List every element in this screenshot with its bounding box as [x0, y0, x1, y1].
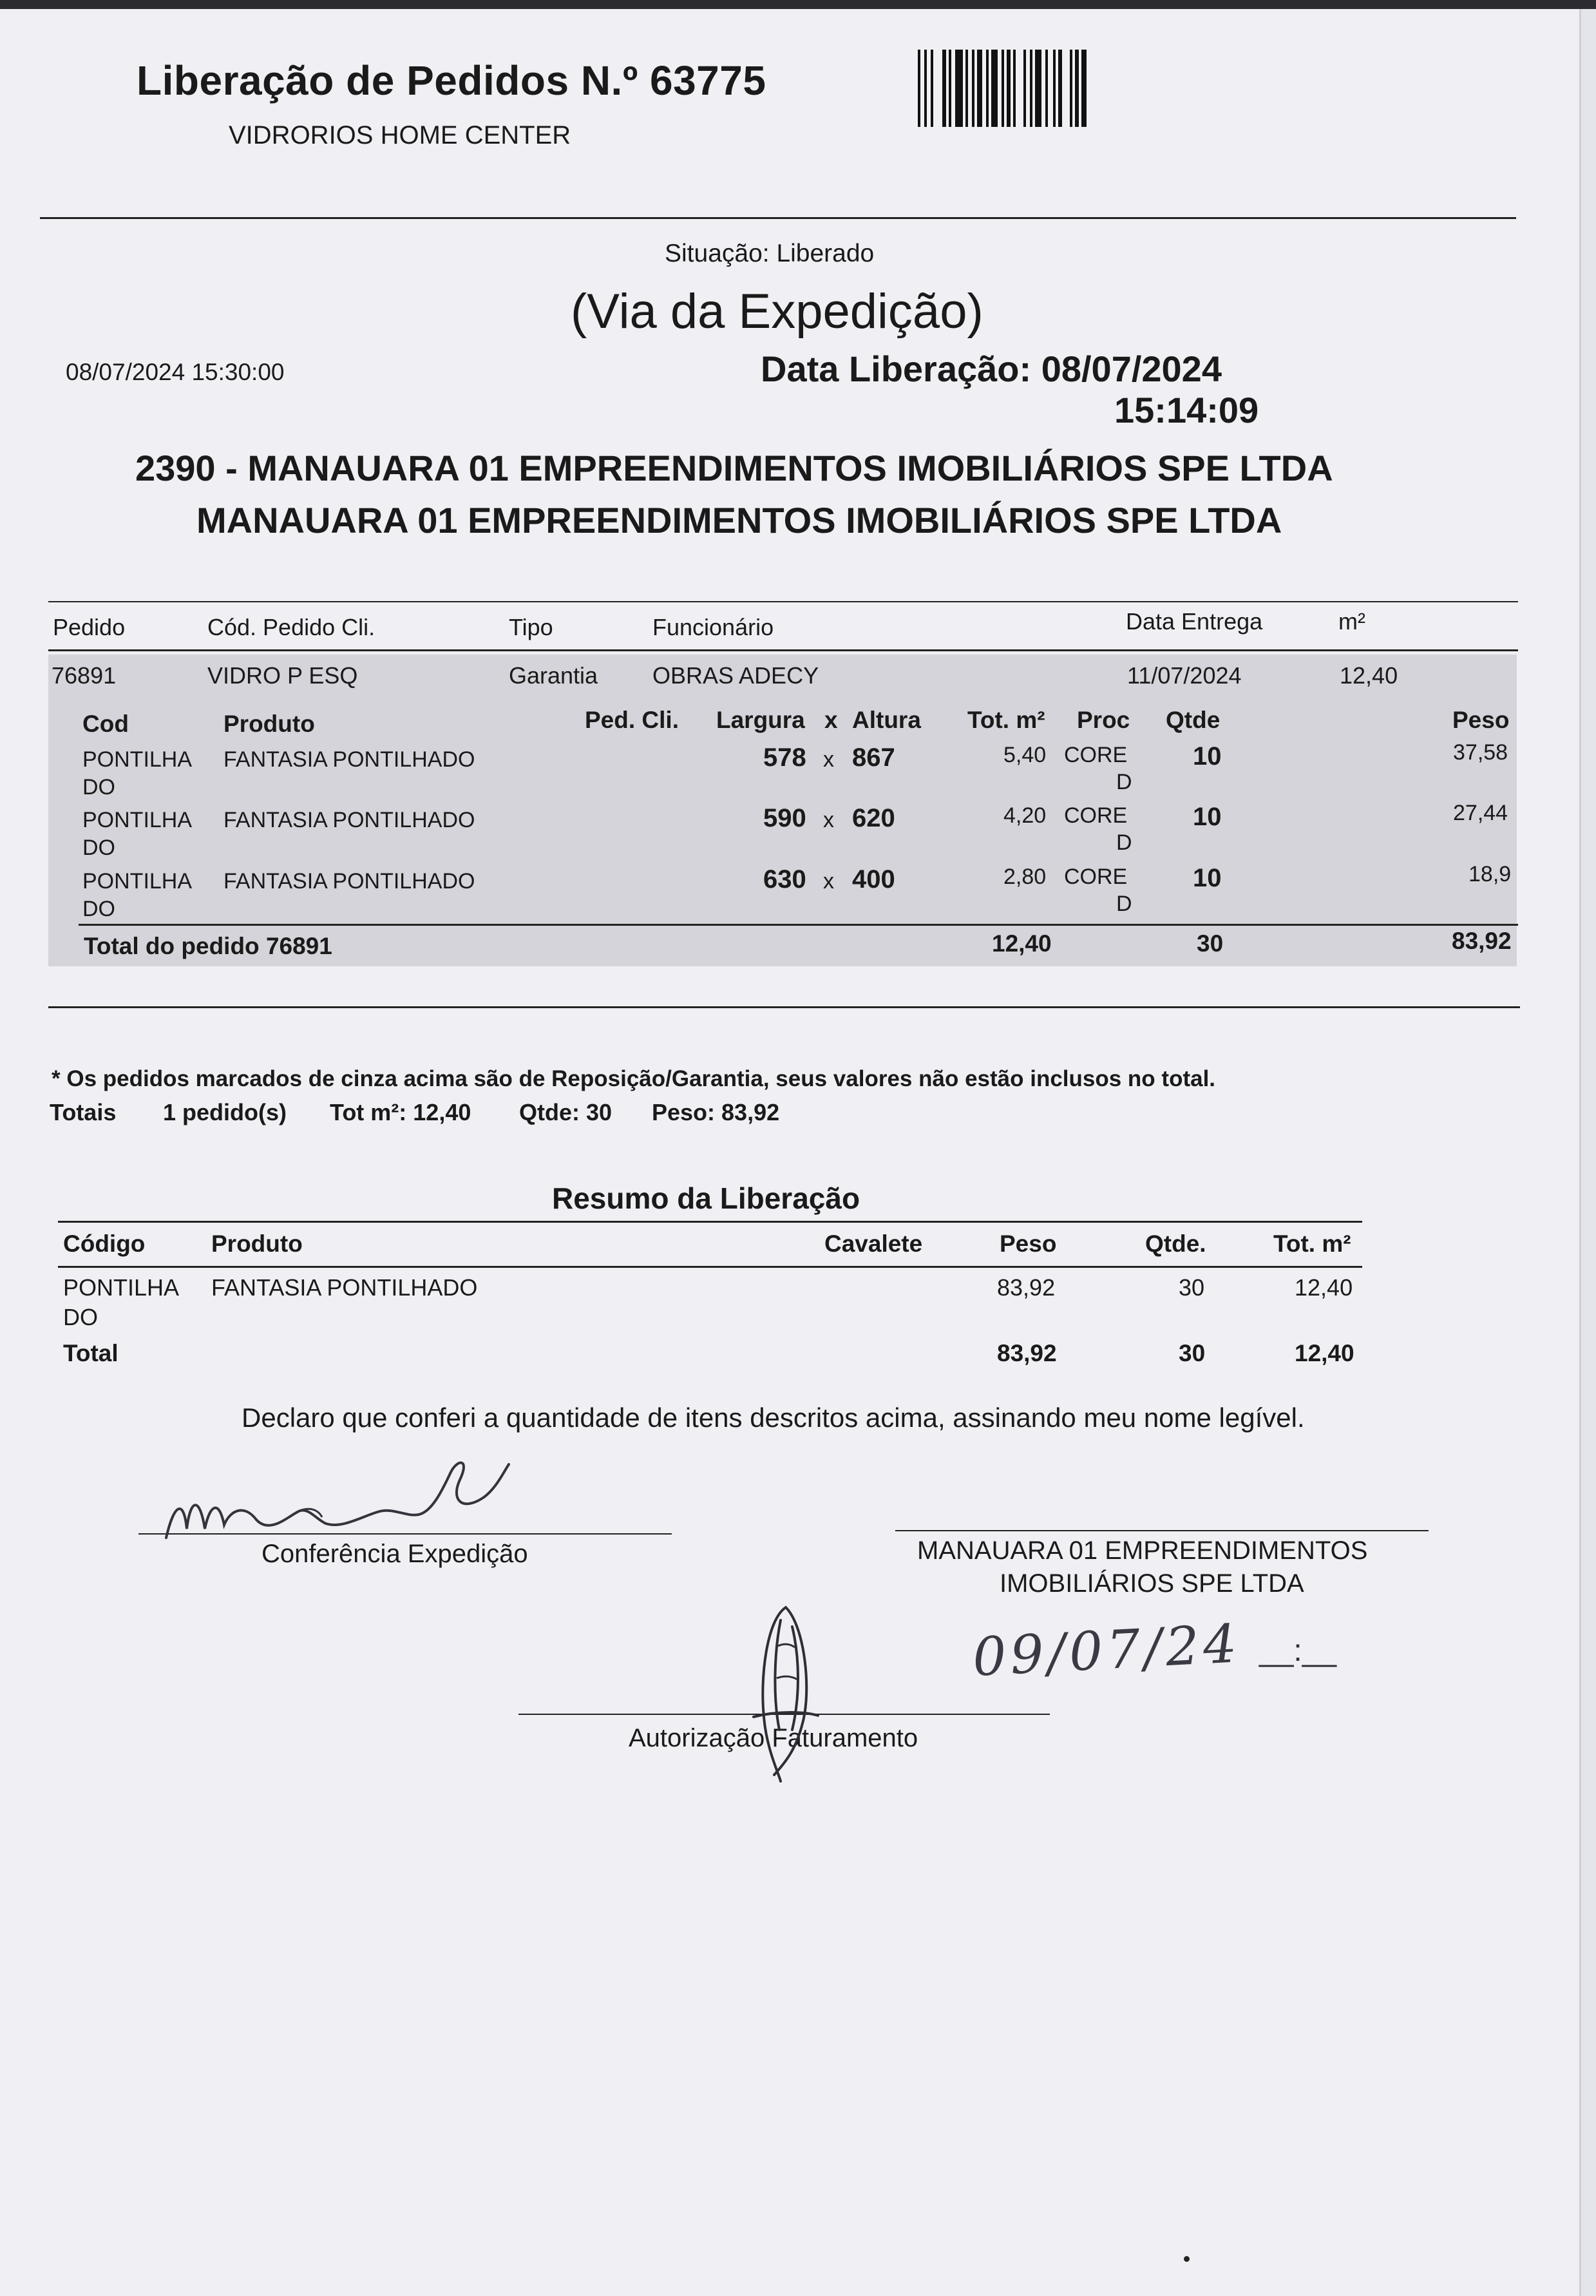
- resumo-header-cavalete: Cavalete: [824, 1230, 923, 1257]
- stray-mark: [1184, 2256, 1190, 2262]
- printed-timestamp: 08/07/2024 15:30:00: [66, 359, 285, 385]
- item-proc: CORE: [1064, 865, 1128, 889]
- signature-label-conferencia: Conferência Expedição: [261, 1540, 528, 1568]
- company-name: VIDRORIOS HOME CENTER: [229, 121, 571, 149]
- item-largura: 630: [763, 865, 806, 894]
- order-pedido: 76891: [52, 662, 117, 689]
- resumo-header-rule: [58, 1266, 1362, 1268]
- signature-label-client: MANAUARA 01 EMPREENDIMENTOS: [917, 1536, 1368, 1565]
- signature-line-client: [895, 1530, 1429, 1531]
- order-total-peso: 83,92: [1452, 928, 1512, 954]
- item-x: x: [823, 869, 834, 894]
- item-cod: PONTILHA: [82, 747, 193, 772]
- gray-note: * Os pedidos marcados de cinza acima são de Reposição/Garantia, seus valores não estão inclusos no total.: [52, 1066, 1216, 1091]
- scan-top-edge: [0, 0, 1596, 9]
- item-header-proc: Proc: [1077, 707, 1130, 733]
- resumo-codigo-cont: DO: [63, 1304, 98, 1330]
- order-total-label: Total do pedido 76891: [84, 933, 332, 959]
- item-peso: 27,44: [1453, 801, 1508, 825]
- totais-qtde: Qtde: 30: [519, 1099, 613, 1125]
- page-title: Liberação de Pedidos N.º 63775: [137, 57, 766, 104]
- item-x: x: [823, 808, 834, 832]
- item-header-qtde: Qtde: [1166, 707, 1221, 733]
- barcode: [918, 50, 1089, 127]
- resumo-codigo: PONTILHA: [63, 1274, 180, 1301]
- order-total-qtde: 30: [1197, 930, 1224, 957]
- item-tot-m2: 5,40: [1003, 743, 1047, 767]
- resumo-total-qtde: 30: [1179, 1340, 1206, 1366]
- totais-m2: Tot m²: 12,40: [330, 1099, 471, 1125]
- order-total-rule: [79, 924, 1518, 926]
- resumo-total-label: Total: [63, 1340, 119, 1366]
- item-produto: FANTASIA PONTILHADO: [223, 808, 475, 832]
- item-cod: PONTILHA: [82, 808, 193, 832]
- item-proc: CORE: [1064, 743, 1128, 767]
- handwritten-date: 09/07/24: [971, 1613, 1242, 1689]
- col-header-funcionario: Funcionário: [652, 614, 774, 640]
- totais-label: Totais: [50, 1099, 117, 1125]
- item-altura: 867: [852, 743, 895, 772]
- resumo-header-qtde: Qtde.: [1145, 1230, 1206, 1257]
- item-peso: 18,9: [1468, 862, 1512, 886]
- item-header-tot-m2: Tot. m²: [967, 707, 1045, 733]
- declaration-text: Declaro que conferi a quantidade de itens descritos acima, assinando meu nome legível.: [242, 1402, 1305, 1433]
- order-tipo: Garantia: [509, 662, 598, 689]
- item-cod: PONTILHA: [82, 869, 193, 894]
- resumo-tot-m2: 12,40: [1295, 1274, 1353, 1301]
- item-qtde: 10: [1193, 803, 1222, 831]
- item-cod-cont: DO: [82, 775, 115, 799]
- resumo-title: Resumo da Liberação: [552, 1181, 860, 1215]
- col-header-tipo: Tipo: [509, 614, 553, 640]
- totais-peso: Peso: 83,92: [652, 1099, 780, 1125]
- item-peso: 37,58: [1453, 740, 1508, 765]
- order-cod-pedido-cli: VIDRO P ESQ: [207, 662, 358, 689]
- conferencia-signature: [148, 1453, 535, 1556]
- resumo-header-produto: Produto: [211, 1230, 303, 1257]
- handwritten-time-blank: __:__: [1259, 1634, 1337, 1668]
- header-divider: [40, 217, 1516, 219]
- item-produto: FANTASIA PONTILHADO: [223, 869, 475, 894]
- item-proc-cont: D: [1116, 770, 1132, 794]
- order-table-top-rule: [48, 601, 1518, 602]
- release-time: 15:14:09: [1114, 390, 1259, 430]
- signature-label-autorizacao: Autorização Faturamento: [629, 1724, 918, 1752]
- order-m2: 12,40: [1340, 662, 1398, 689]
- resumo-qtde: 30: [1179, 1274, 1205, 1301]
- item-altura: 400: [852, 865, 895, 894]
- resumo-header-peso: Peso: [1000, 1230, 1057, 1257]
- order-table-bottom-rule: [48, 1006, 1520, 1008]
- order-header-rule: [48, 649, 1518, 651]
- item-altura: 620: [852, 804, 895, 832]
- signature-label-client-cont: IMOBILIÁRIOS SPE LTDA: [1000, 1569, 1304, 1598]
- client-name: MANAUARA 01 EMPREENDIMENTOS IMOBILIÁRIOS SPE LTDA: [196, 500, 1282, 541]
- item-largura: 590: [763, 804, 806, 832]
- item-proc-cont: D: [1116, 830, 1132, 855]
- status-text: Situação: Liberado: [665, 240, 875, 267]
- item-proc: CORE: [1064, 803, 1128, 828]
- col-header-cod-pedido-cli: Cód. Pedido Cli.: [207, 614, 375, 640]
- item-header-peso: Peso: [1452, 707, 1510, 733]
- resumo-total-peso: 83,92: [997, 1340, 1057, 1366]
- resumo-peso: 83,92: [997, 1274, 1056, 1301]
- item-tot-m2: 2,80: [1003, 865, 1047, 889]
- col-header-m2: m²: [1338, 608, 1365, 635]
- col-header-data-entrega: Data Entrega: [1126, 608, 1263, 635]
- col-header-pedido: Pedido: [53, 614, 126, 640]
- item-qtde: 10: [1193, 864, 1222, 892]
- item-x: x: [823, 747, 834, 772]
- item-header-produto: Produto: [223, 711, 315, 737]
- totais-pedidos: 1 pedido(s): [163, 1099, 287, 1125]
- autorizacao-signature: [741, 1601, 824, 1788]
- item-header-cod: Cod: [82, 711, 129, 737]
- resumo-header-tot-m2: Tot. m²: [1273, 1230, 1351, 1257]
- copy-type: (Via da Expedição): [571, 284, 983, 339]
- order-data-entrega: 11/07/2024: [1127, 662, 1242, 689]
- item-proc-cont: D: [1116, 892, 1132, 916]
- resumo-top-rule: [58, 1221, 1362, 1223]
- item-cod-cont: DO: [82, 897, 115, 921]
- release-date: Data Liberação: 08/07/2024: [761, 349, 1222, 389]
- item-header-altura: Altura: [852, 707, 921, 733]
- item-header-ped-cli: Ped. Cli.: [585, 707, 679, 733]
- item-largura: 578: [763, 743, 806, 772]
- item-header-x: x: [824, 707, 838, 733]
- item-header-largura: Largura: [716, 707, 805, 733]
- resumo-produto: FANTASIA PONTILHADO: [211, 1274, 478, 1301]
- item-cod-cont: DO: [82, 836, 115, 860]
- item-qtde: 10: [1193, 742, 1222, 770]
- resumo-header-codigo: Código: [63, 1230, 146, 1257]
- order-total-m2: 12,40: [992, 930, 1052, 957]
- client-code-name: 2390 - MANAUARA 01 EMPREENDIMENTOS IMOBILIÁRIOS SPE LTDA: [135, 448, 1333, 488]
- resumo-total-tot-m2: 12,40: [1295, 1340, 1354, 1366]
- item-tot-m2: 4,20: [1003, 803, 1047, 828]
- item-produto: FANTASIA PONTILHADO: [223, 747, 475, 772]
- order-funcionario: OBRAS ADECY: [652, 662, 819, 689]
